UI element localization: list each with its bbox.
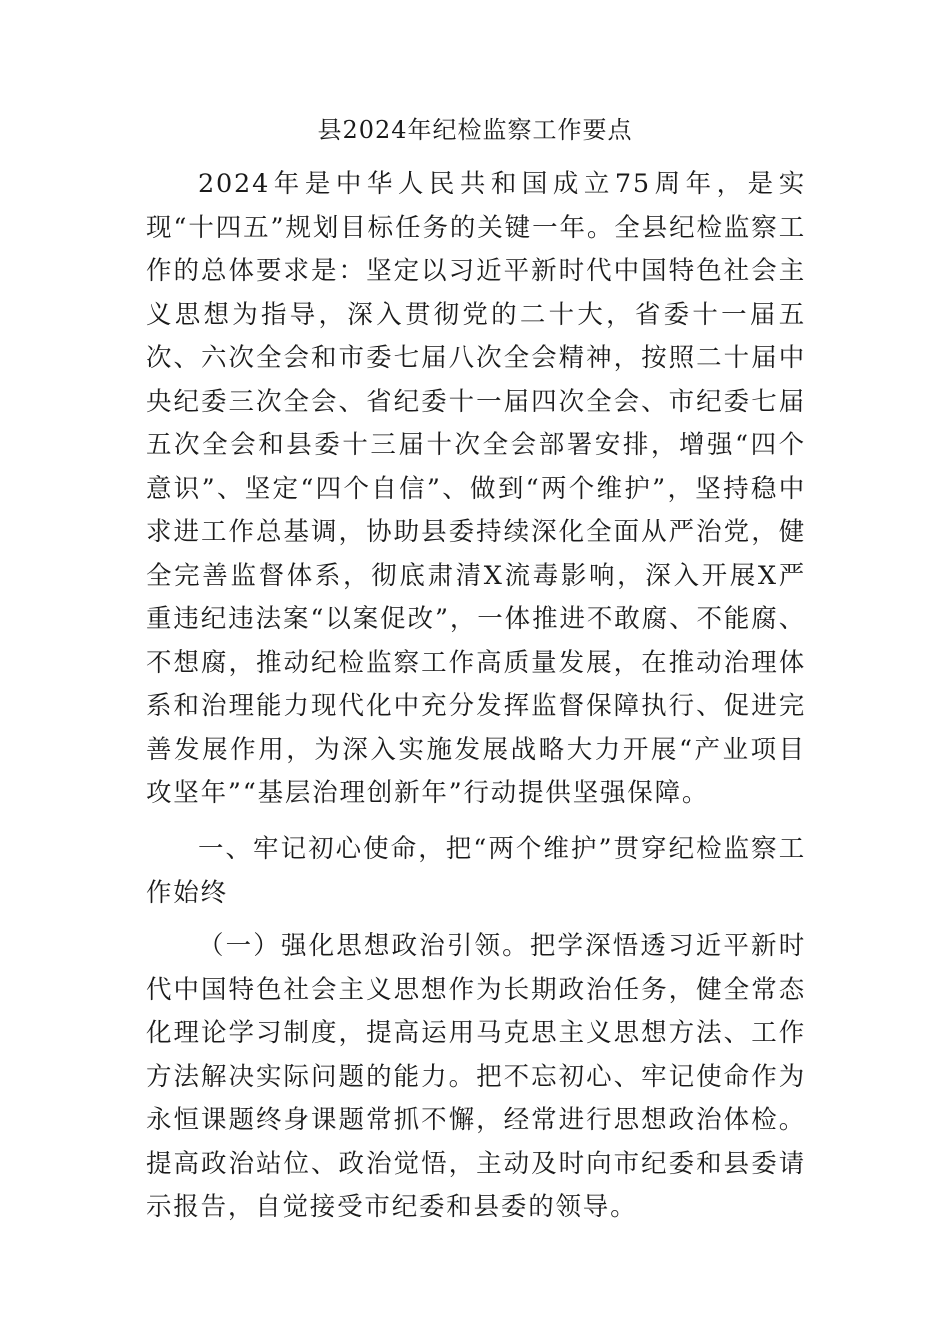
section-heading-1: 一、牢记初心使命，把“两个维护”贯穿纪检监察工作始终	[146, 834, 806, 908]
document-title: 县2024年纪检监察工作要点	[317, 116, 633, 144]
intro-paragraph: 2024年是中华人民共和国成立75周年，是实现“十四五”规划目标任务的关键一年。全县纪检监察工作的总体要求是：坚定以习近平新时代中国特色社会主义思想为指导，深入贯彻党的二十大，省委十一届五次、六次全会和市委七届八次全会精神，按照二十届中央纪委三次全会、省纪委十一届四次全会、市纪委七届五次全会和县委十三届十次全会部署安排，增强“四个意识”、坚定“四个自信”、做到“两个维护”，坚持稳中求进工作总基调，协助县委持续深化全面从严治党，健全完善监督体系，彻底肃清X流毒影响，深入开展X严重违纪违法案“以案促改”，一体推进不敢腐、不能腐、不想腐，推动纪检监察工作高质量发展，在推动治理体系和治理能力现代化中充分发挥监督保障执行、促进完善发展作用，为深入实施发展战略大力开展“产业项目攻坚年”“基层治理创新年”行动提供坚强保障。	[146, 169, 806, 808]
subsection-paragraph-1: （一）强化思想政治引领。把学深悟透习近平新时代中国特色社会主义思想作为长期政治任务，健全常态化理论学习制度，提高运用马克思主义思想方法、工作方法解决实际问题的能力。把不忘初心、牢记使命作为永恒课题终身课题常抓不懈，经常进行思想政治体检。提高政治站位、政治觉悟，主动及时向市纪委和县委请示报告，自觉接受市纪委和县委的领导。	[146, 931, 806, 1222]
